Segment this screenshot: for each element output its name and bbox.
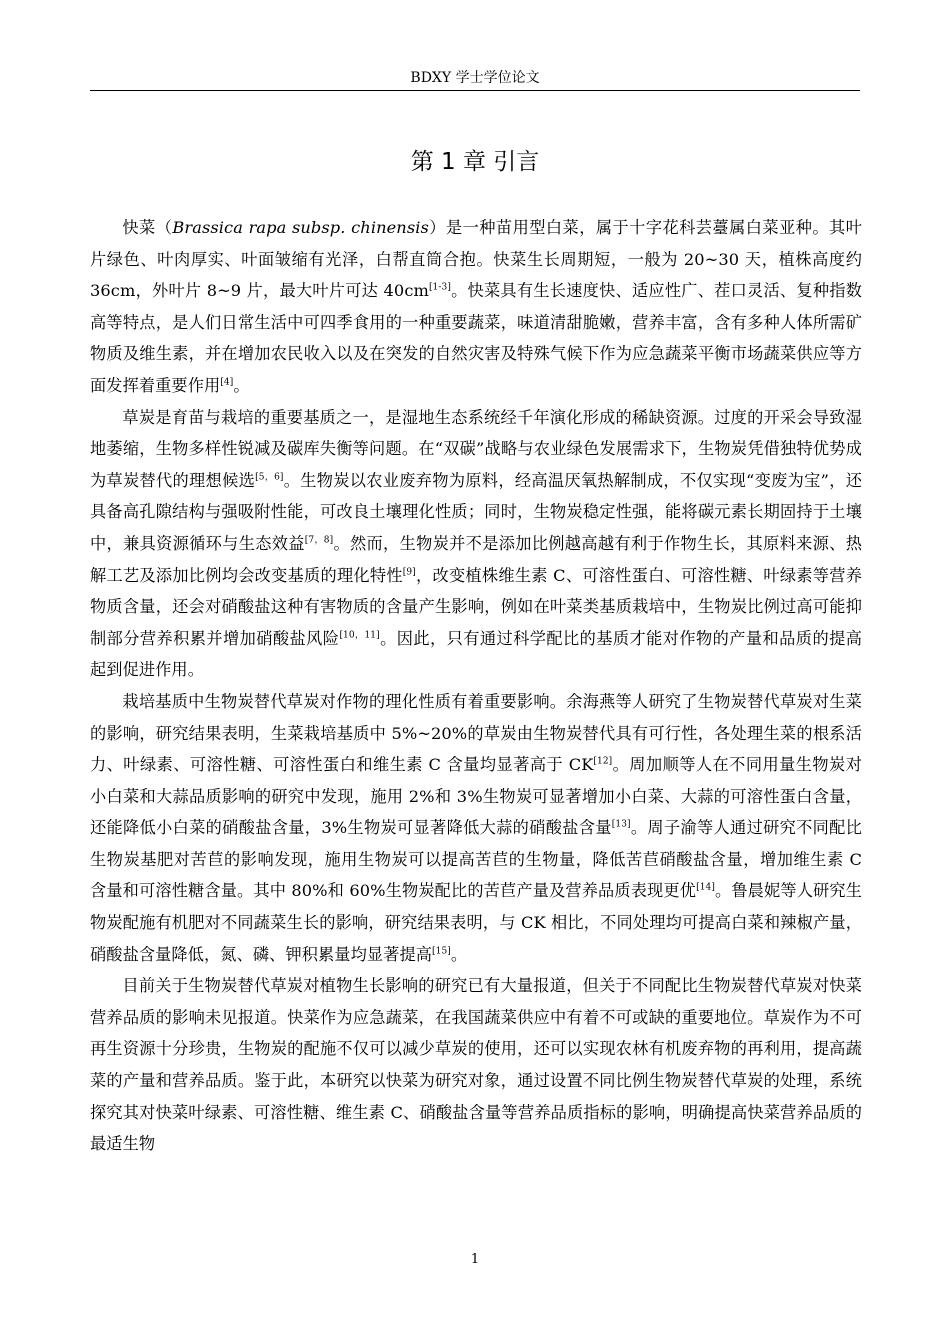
text-run: 快菜（ — [122, 218, 173, 237]
latin-name: Brassica rapa subsp. chinensis — [172, 218, 429, 237]
text-run: 栽培基质中生物炭替代草炭对作物的理化性质有着重要影响。余海燕等人研究了生物炭替代草炭对生菜的影响，研究结果表明，生菜栽培基质中 5%~20%的草炭由生物炭替代具有可行性，各处理生菜的根系活力、叶绿素、可溶性糖、可溶性蛋白和维生素 C 含量均显著高于 CK — [90, 691, 862, 775]
text-run: 。周加顺等人在不同用量生物炭对小白菜和大蒜品质影响的研究中发现，施用 2%和 3%生物炭可显著增加小白菜、大蒜的可溶性蛋白含量，还能降低小白菜的硝酸盐含量，3%生物炭可显著降低大蒜的硝酸盐含量 — [90, 755, 862, 838]
text-run: 目前关于生物炭替代草炭对植物生长影响的研究已有大量报道，但关于不同配比生物炭替代草炭对快菜营养品质的影响未见报道。快菜作为应急蔬菜，在我国蔬菜供应中有着不可或缺的重要地位。草炭作为不可再生资源十分珍贵，生物炭的配施不仅可以减少草炭的使用，还可以实现农林有机废弃物的再利用，提高蔬菜的产量和营养品质。鉴于此，本研究以快菜为研究对象，通过设置不同比例生物炭替代草炭的处理，系统探究其对快菜叶绿素、可溶性糖、维生素 C、硝酸盐含量等营养品质指标的影响，明确提高快菜营养品质的最适生物 — [90, 976, 862, 1154]
text-run: 。然而，生物炭并不是添加比例越高越有利于作物生长，其原料来源、热解工艺及添加比例均会改变基质的理化特性 — [90, 533, 862, 585]
citation: [7，8] — [304, 535, 334, 546]
paragraph-4 — [90, 970, 862, 1160]
citation: [15] — [432, 946, 451, 957]
citation: [1-3] — [428, 282, 451, 293]
page-header: BDXY 学士学位论文 — [90, 66, 860, 91]
paragraph-2 — [90, 402, 862, 686]
citation: [13] — [611, 819, 631, 830]
citation: [9] — [402, 567, 416, 578]
page-number: 1 — [470, 1252, 480, 1267]
paragraph-3 — [90, 686, 862, 970]
text-run: 。生物炭以农业废弃物为原料，经高温厌氧热解制成，不仅实现“变废为宝”，还具备高孔隙结构与强吸附性能，可改良土壤理化性质；同时，生物炭稳定性强，能将碳元素长期固持于土壤中，兼具资源循环与生态效益 — [90, 470, 862, 553]
text-run: 。鲁晨妮等人研究生物炭配施有机肥对不同蔬菜生长的影响，研究结果表明，与 CK 相比，不同处理均可提高白菜和辣椒产量，硝酸盐含量降低，氮、磷、钾积累量均显著提高 — [90, 881, 862, 964]
citation: [10，11] — [339, 630, 380, 641]
text-run: ）是一种苗用型白菜，属于十字花科芸薹属白菜亚种。其叶片绿色、叶肉厚实、叶面皱缩有光泽，白帮直筒合抱。快菜生长周期短，一般为 20~30 天，植株高度约 36cm，外叶片 8~9 片，最大叶片可达 40cm — [90, 218, 862, 301]
citation: [4] — [220, 377, 234, 388]
citation: [12] — [593, 756, 613, 767]
body-text — [90, 212, 862, 1160]
paragraph-1 — [90, 212, 862, 402]
text-run: 。 — [233, 375, 250, 395]
citation: [5，6] — [255, 472, 284, 483]
citation: [14] — [696, 883, 715, 894]
chapter-title: 第 1 章 引言 — [410, 149, 540, 175]
text-run: ，改变植株维生素 C、可溶性蛋白、可溶性糖、叶绿素等营养物质含量，还会对硝酸盐这种有害物质的含量产生影响，例如在叶菜类基质栽培中，生物炭比例过高可能抑制部分营养积累并增加硝酸盐风险 — [90, 565, 862, 648]
text-run: 草炭是育苗与栽培的重要基质之一，是湿地生态系统经千年演化形成的稀缺资源。过度的开采会导致湿地萎缩，生物多样性锐减及碳库失衡等问题。在“双碳”战略与农业绿色发展需求下，生物炭凭借独特优势成为草炭替代的理想候选 — [90, 407, 862, 490]
text-run: 。 — [450, 944, 468, 964]
text-run: 。周子渝等人通过研究不同配比生物炭基肥对苦苣的影响发现，施用生物炭可以提高苦苣的生物量，降低苦苣硝酸盐含量，增加维生素 C 含量和可溶性糖含量。其中 80%和 60%生物炭配比的苦苣产量及营养品质表现更优 — [90, 818, 862, 901]
text-run: 。快菜具有生长速度快、适应性广、茬口灵活、复种指数高等特点，是人们日常生活中可四季食用的一种重要蔬菜，味道清甜脆嫩，营养丰富，含有多种人体所需矿物质及维生素，并在增加农民收入以及在突发的自然灾害及特殊气候下作为应急蔬菜平衡市场蔬菜供应等方面发挥着重要作用 — [90, 281, 862, 395]
text-run: 。因此，只有通过科学配比的基质才能对作物的产量和品质的提高起到促进作用。 — [90, 628, 862, 680]
